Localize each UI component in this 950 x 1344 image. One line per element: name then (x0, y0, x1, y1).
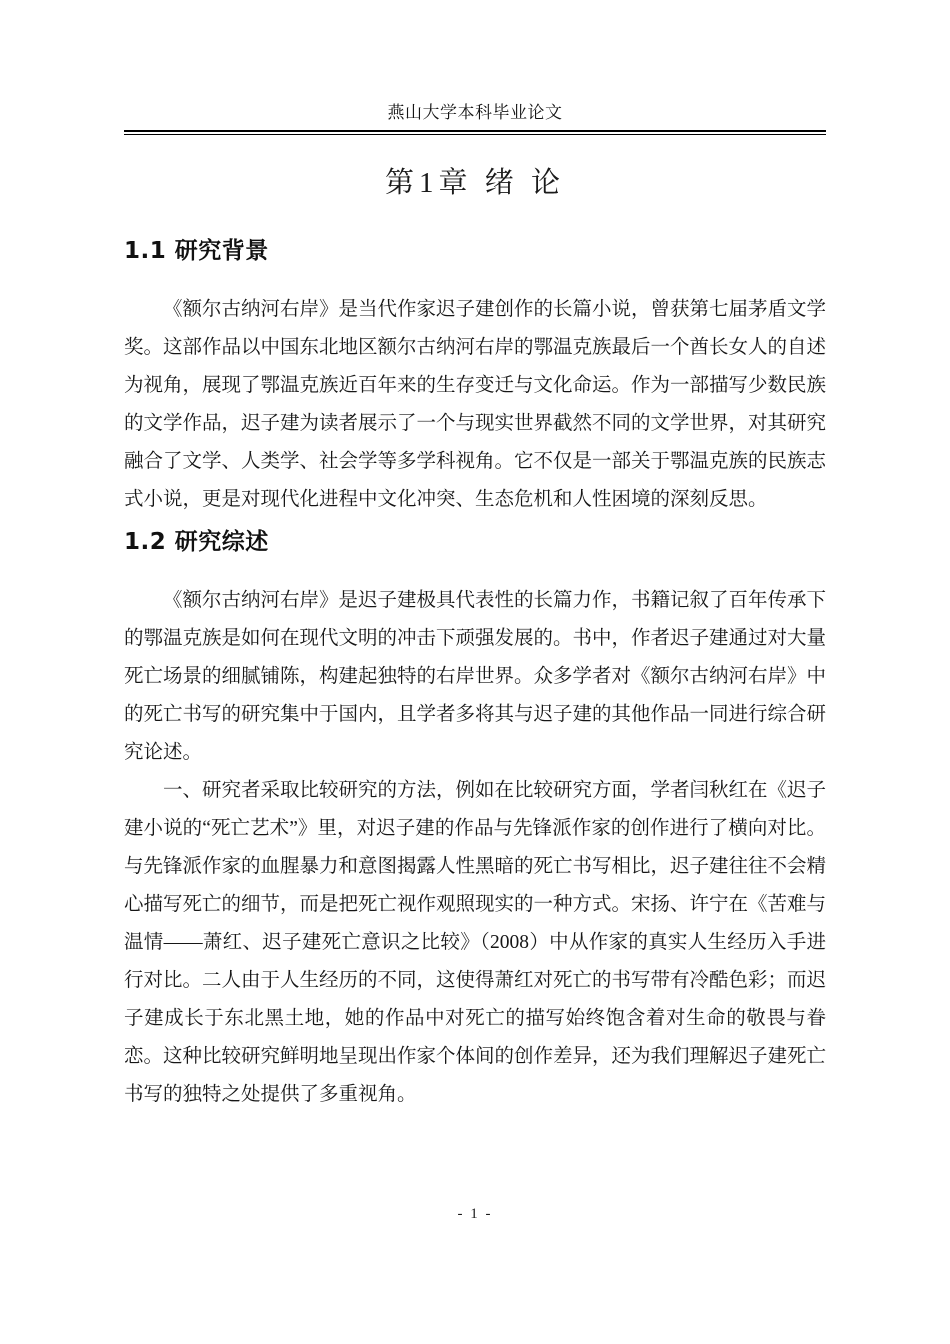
section-body-1-1 (124, 291, 826, 519)
paragraph: 《额尔古纳河右岸》是当代作家迟子建创作的长篇小说，曾获第七届茅盾文学奖。这部作品以中国东北地区额尔古纳河右岸的鄂温克族最后一个酋长女人的自述为视角，展现了鄂温克族近百年来的生存变迁与文化命运。作为一部描写少数民族的文学作品，迟子建为读者展示了一个与现实世界截然不同的文学世界，对其研究融合了文学、人类学、社会学等多学科视角。它不仅是一部关于鄂温克族的民族志式小说，更是对现代化进程中文化冲突、生态危机和人性困境的深刻反思。 (124, 298, 827, 510)
section-heading-1-2: 1.2 研究综述 (124, 528, 269, 555)
header-rule (124, 130, 826, 135)
running-header: 燕山大学本科毕业论文 (387, 103, 563, 122)
section-body-1-2 (124, 582, 826, 1114)
paragraph: 《额尔古纳河右岸》是迟子建极具代表性的长篇力作，书籍记叙了百年传承下的鄂温克族是如何在现代文明的冲击下顽强发展的。书中，作者迟子建通过对大量死亡场景的细腻铺陈，构建起独特的右岸世界。众多学者对《额尔古纳河右岸》中的死亡书写的研究集中于国内，且学者多将其与迟子建的其他作品一同进行综合研究论述。 (124, 589, 827, 763)
chapter-title: 第1章 绪 论 (384, 166, 565, 199)
paragraph: 一、研究者采取比较研究的方法，例如在比较研究方面，学者闫秋红在《迟子建小说的“死亡艺术”》里，对迟子建的作品与先锋派作家的创作进行了横向对比。与先锋派作家的血腥暴力和意图揭露人性黑暗的死亡书写相比，迟子建往往不会精心描写死亡的细节，而是把死亡视作观照现实的一种方式。宋扬、许宁在《苦难与温情——萧红、迟子建死亡意识之比较》（2008）中从作家的真实人生经历入手进行对比。二人由于人生经历的不同，这使得萧红对死亡的书写带有冷酷色彩；而迟子建成长于东北黑土地，她的作品中对死亡的描写始终饱含着对生命的敬畏与眷恋。这种比较研究鲜明地呈现出作家个体间的创作差异，还为我们理解迟子建死亡书写的独特之处提供了多重视角。 (124, 779, 827, 1105)
page-content (124, 0, 826, 1114)
section-heading-1-1: 1.1 研究背景 (124, 237, 269, 264)
page-number: - 1 - (457, 1206, 493, 1222)
